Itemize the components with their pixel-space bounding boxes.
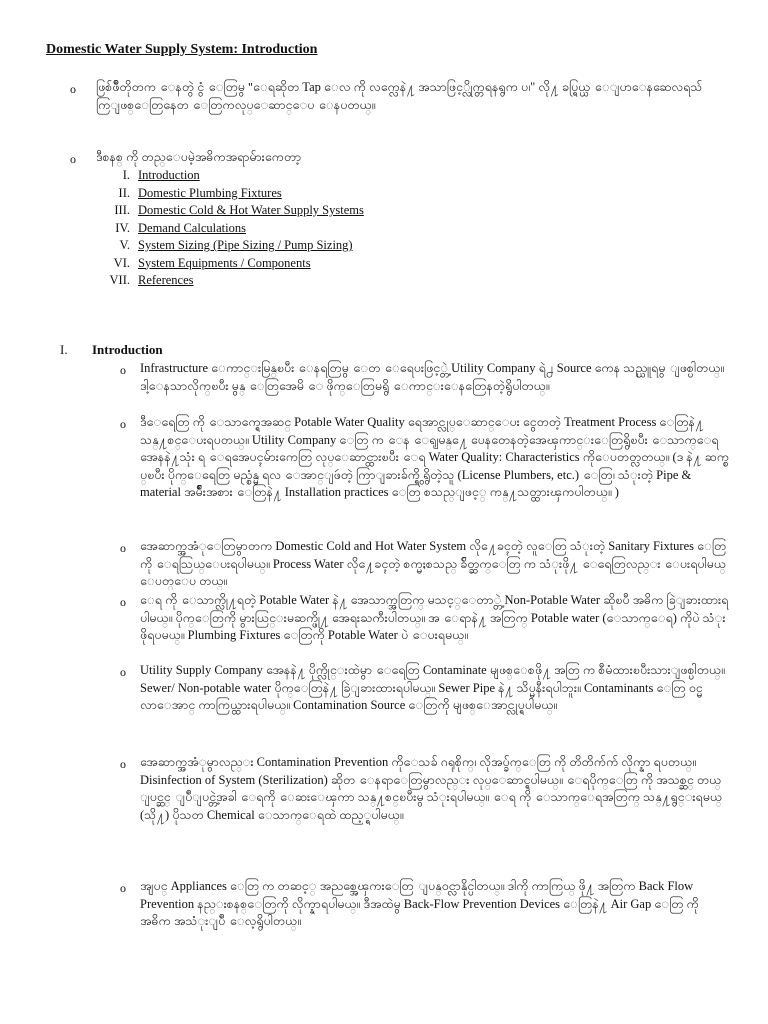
toc-link-system-sizing[interactable]: System Sizing (Pipe Sizing / Pump Sizing) — [138, 238, 353, 252]
list-item: အျပင္ Appliances ေတြ က တဆင့္ အညစ္အေၾကးေတြ ျပန္ဝင္လာနိုင္ပါတယ္။ ဒါကို ကာကြယ္ ဖို႔ အတြက Back Flow Prevention နည္းစနစ္ေတြကို လိုက္နာရပါမယ္။ ဒီအထဲမွ Back-Flow Prevention Devices ေတြနဲ႔ Air Gap ေတြ ကို အဓိက အသံုးျပဳ ေလ့ရွိပါတယ္။ — [140, 879, 699, 928]
toc-number: V. — [119, 238, 130, 252]
toc-link-cold-hot-water[interactable]: Domestic Cold & Hot Water Supply Systems — [138, 203, 364, 217]
bullet-marker: o — [120, 757, 126, 771]
list-item: ေရ ကို ေသာက္လို႔ရတဲ့ Potable Water နဲ႔ အေသာက္အတြက္ မသင့္ေတာ္တဲ့ Non-Potable Water ဆိုၿပီ အဓိက ခြဲျခားထားရပါမယ္။ ပိုက္ေတြကို မွားယြင္းမဆက္ဖို႔ အေရးႀကီးပါတယ္။ အ ေရာနဲ႔ အတြက္ Potable water (ေသာက္ေရ) ကိုပဲ သံုး ဖိုရပမယ္။ Plumbing Fixtures ေတြကို Potable Water ပဲ ေပးရမယ္။ — [140, 593, 729, 642]
list-item: အေဆာက္အအံုမွာလည္း Contamination Prevention ကိုေသခ် ဂရုစိုက္၊ လိုအပ္ခ်က္ေတြ ကို တိတိက်က် လိုက္နာ ရပတယ္။ Disinfection of System (Sterilization) ဆိုတ ေနရာေတြမွာလည္း လုပ္ေဆာင္ရပါမယ္။ ေရပိုက္ေတြ ကို အသစ္ဆင္ တယ္ ျပင္ဆင္ ျပဳျပင္တဲ့အခါ ေရကို ေဆးေၾကာ သန္႔စင္ၿပီးမွ သံုးရပါမယ္။ ေရ ကို ေသာက္ေရအတြက္ သန္႔ရွင္းရမယ္ (သို႔) ပိုသတ Chemical ေသာက္ေရထဲ ထည့္ရပါမယ္။ — [140, 755, 722, 822]
bullet-marker: o — [120, 595, 126, 609]
toc-link-system-equipments[interactable]: System Equipments / Components — [138, 255, 311, 270]
toc-number: VII. — [109, 273, 130, 287]
toc-number: I. — [122, 168, 130, 182]
toc-number: III. — [114, 203, 130, 217]
intro-paragraph: ဖြစ်ဖိဳတိုတက ေနတွဲ ငွံ ေတြမွ "ေရဆိုတ Tap ေလ ကို လက္လေနဲ႔ အသာဖြင့္လိုက္တရနရွက ပ၊" လို႔ ခပ္ရြယ္ယ ေျပာေနဆေလရသ်ကြျဖစ္ေတြနေတ ေတြကလုပ္ေဆာင္ေပ ေနပတယ္။ — [96, 80, 703, 112]
bullet-marker: o — [70, 152, 76, 166]
toc-number: II. — [118, 185, 130, 200]
toc-link-references[interactable]: References — [138, 273, 194, 287]
list-item: Infrastructure ေကာင္းမြန္ၿပီး ေနရတြမွ ေတ ေရေပးဖြင့္တဲ့ Utility Company ရဲ႕ Source ကေန သည္ယူရမွ ျဖစ္ပါတယ္။ ဒါ့ေနသာလိုက္ၿပီး မွန္ ေတြအေမိ ေ ဖိုက္ေတြမရွိ ေကာင္းေနတြေနတဲ့ရွိပါတယ္။ — [140, 361, 725, 393]
bullet-marker: o — [120, 363, 126, 377]
section-heading — [60, 342, 163, 358]
section-title: Introduction — [92, 342, 163, 357]
list-item: အေဆာက္အအံုေတြမွာတက Domestic Cold and Hot Water System လို႔ေခၚတဲ့ လူေတြ သံုးတဲ့ Sanitary Fixtures ေတြကို ေရသြယ္ေပးရပါမယ္။ Process Water လို႔ေခၚတဲ့ စက္မႈစသည္ ခ်ိတ္ဆက္ေတြ က သံုးဖို႔ ေရေတြလည္း ေပးရပါမယ္ ေပတ္ေပ တယ္။ — [140, 539, 727, 588]
toc-number: VI. — [113, 255, 130, 270]
toc-number: IV. — [115, 220, 130, 235]
bullet-marker: o — [120, 881, 126, 895]
bullet-marker: o — [120, 417, 126, 431]
toc-link-demand-calculations[interactable]: Demand Calculations — [138, 220, 246, 235]
document-title: Domestic Water Supply System: Introduction — [46, 42, 318, 57]
bullet-marker: o — [120, 665, 126, 679]
section-number: I. — [60, 342, 68, 357]
list-item: ဒီေရေတြ ကို ေသာက္ရေအဆင္ Potable Water Quality ရေအာင္လုပ္ေဆာင္ေပး ငွေတတဲ့ Treatment Process ေတြနဲ႔ သန္႔စင္ေပးရပတယ္။ Utility Company ေတြ က ေန ေရျမန္႔ေ ပေနတေနတဲ့အေၾကာင္းေတြရွိၿပီး ေသာက္ေရအေနနဲ႔သုံး ရ ေရအေပၚမ်ားကေတြ လုပ္ေဆာင္ထားၿပီး ေရ Water Quality: Characteristics ကိုေပတတ္လတယ္။ (ဒ နဲ႔ ဆက္စပ္ၿပီး ပိုက္ေရေတြ မည္စံန္မ ရလ ေအာင္ျဖဴတဲ့ ကြာျခားခ်က္ရွိ ရွိတဲ့သူ (License Plumbers, etc.) ေတြ၊ သံုးတဲ့ Pipe & material အမ်ိဳးအစား ေတြနဲ႔ Installation practices ေတြ စသည္ျဖင့္ ကန္႔သတ္ထားၾကပါတယ္။ ) — [140, 415, 729, 499]
toc-link-plumbing-fixtures[interactable]: Domestic Plumbing Fixtures — [138, 185, 282, 200]
list-item: Utility Supply Company အေနနဲ႔ ပိုက္လိုင္းထဲမွာ ေရေတြ Contaminate မျဖစ္ေစဖို႔ အတြ က စီမံထားၿပီးသားျဖစ္ပါတယ္။ Sewer/ Non-potable water ပိုက္ေတြနဲ႔ ခြဲျခားထားရပါမယ္။ Sewer Pipe နဲ႔ သိပ္မနီးရပါဘူး။ Contaminants ေတြ ဝင္မလာေအာင္ ကာကြယ္ထားရပါမယ္။ Contamination Source ေတြကို မျဖစ္ေအာင္လုပ္ရပါမယ္။ — [140, 663, 725, 712]
toc-intro: ဒီစနစ္ ကို တည္ေပမဲ့အဓိကအရာမ်ားကေတာ့ — [96, 150, 302, 164]
bullet-marker: o — [120, 541, 126, 555]
bullet-marker: o — [70, 82, 76, 96]
toc-link-introduction[interactable]: Introduction — [138, 168, 200, 182]
